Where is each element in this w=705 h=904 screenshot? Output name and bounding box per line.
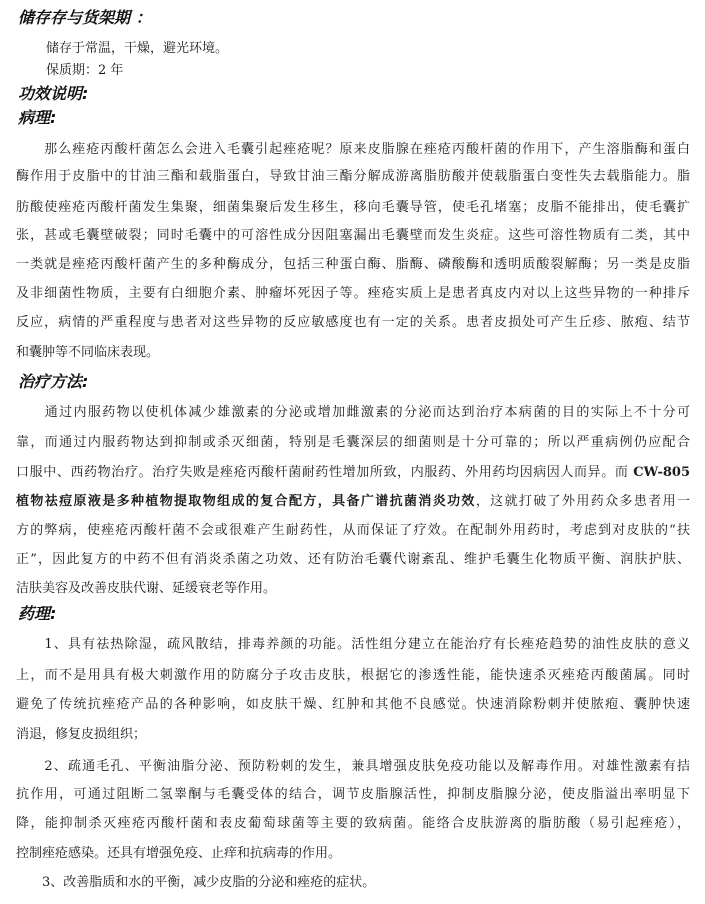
pathology-line: 张，甚或毛囊壁破裂；同时毛囊中的可溶性成分因阻塞漏出毛囊壁而发生炎症。这些可溶性物质有二类，其中 (16, 228, 690, 243)
pharmacology-line: 3、改善脂质和水的平衡，减少皮脂的分泌和痤疮的症状。 (16, 875, 376, 890)
pharmacology-line: 1、具有祛热除湿，疏风散结，排毒养颜的功能。活性组分建立在能治疗有长痤疮趋势的油性皮肤的意义 (16, 637, 690, 652)
treatment-line: 靠，而通过内服药物达到抑制或杀灭细菌，特别是毛囊深层的细菌则是十分可靠的；所以严重病例仍应配合 (16, 435, 690, 450)
shelf-life: 保质期：2 年 (46, 63, 124, 78)
pharmacology-line: 抗作用，可通过阻断二氢睾酮与毛囊受体的结合，调节皮脂腺活性，抑制皮脂腺分泌，使皮脂溢出率明显下 (16, 787, 690, 802)
efficacy-heading: 功效说明: (18, 84, 89, 103)
pathology-line: 酶作用于皮脂中的甘油三酯和载脂蛋白，导致甘油三酯分解成游离脂肪酸并使载脂蛋白变性失去载脂能力。脂 (16, 169, 690, 184)
pharmacology-line: 上，而不是用具有极大刺激作用的防腐分子攻击皮肤，根据它的渗透性能，能快速杀灭痤疮丙酸菌属。同时 (16, 668, 690, 683)
treatment-line: 通过内服药物以使机体减少雄激素的分泌或增加雌激素的分泌而达到治疗本病菌的目的实际上不十分可 (16, 405, 690, 420)
treatment-line: 洁肤美容及改善皮肤代谢、延缓衰老等作用。 (16, 581, 277, 596)
storage-condition: 储存于常温，干燥，避光环境。 (46, 41, 229, 56)
treatment-line (16, 464, 690, 482)
pathology-line: 和囊肿等不同临床表现。 (16, 345, 160, 360)
pathology-line: 反应，病情的严重程度与患者对这些异物的反应敏感度也有一定的关系。患者皮损处可产生丘疹、脓疱、结节 (16, 315, 690, 330)
pharmacology-line: 降，能抑制杀灭痤疮丙酸杆菌和表皮葡萄球菌等主要的致病菌。能络合皮肤游离的脂肪酸（易引起痤疮）， (16, 816, 690, 831)
product-code: CW-805 (633, 465, 690, 480)
pathology-line: 肪酸使痤疮丙酸杆菌发生集聚，细菌集聚后发生移生，移向毛囊导管，使毛孔堵塞；皮脂不能排出，使毛囊扩 (16, 200, 690, 215)
treatment-heading: 治疗方法: (18, 372, 89, 391)
treatment-line: 方的弊病，使痤疮丙酸杆菌不会或很难产生耐药性，从而保证了疗效。在配制外用药时，考虑到对皮肤的“扶 (16, 523, 690, 538)
pathology-line: 一类就是痤疮丙酸杆菌产生的多种酶成分，包括三种蛋白酶、脂酶、磷酸酶和透明质酸裂解酶；另一类是皮脂 (16, 257, 690, 272)
treatment-text: ，这就打破了外用药众多患者用一 (475, 494, 690, 509)
storage-heading: 储存存与货架期 ： (18, 8, 152, 27)
pathology-line: 及非细菌性物质，主要有白细胞介素、肿瘤坏死因子等。痤疮实质上是患者真皮内对以上这些异物的一种排斥 (16, 286, 690, 301)
pharmacology-line: 控制痤疮感染。还具有增强免疫、止痒和抗病毒的作用。 (16, 846, 342, 861)
treatment-line (16, 493, 690, 511)
product-highlight: 植物祛痘原液是多种植物提取物组成的复合配方，具备广谱抗菌消炎功效 (16, 494, 476, 509)
pharmacology-line: 消退，修复皮损组织； (16, 727, 147, 742)
pathology-heading: 病理: (18, 108, 57, 127)
pathology-line: 那么痤疮丙酸杆菌怎么会进入毛囊引起痤疮呢？原来皮脂腺在痤疮丙酸杆菌的作用下，产生溶脂酶和蛋白 (16, 142, 690, 157)
pharmacology-heading: 药理: (18, 604, 57, 623)
pharmacology-line: 2、疏通毛孔、平衡油脂分泌、预防粉刺的发生，兼具增强皮肤免疫功能以及解毒作用。对雄性激素有拮 (16, 759, 690, 774)
treatment-line: 正”，因此复方的中药不但有消炎杀菌之功效、还有防治毛囊代谢紊乱、维护毛囊生化物质平衡、润肤护肤、 (16, 552, 690, 567)
treatment-text: 口服中、西药物治疗。治疗失败是痤疮丙酸杆菌耐药性增加所致，内服药、外用药均因病因人而异。而 (16, 465, 634, 480)
pharmacology-line: 避免了传统抗痤疮产品的各种影响，如皮肤干燥、红肿和其他不良感觉。快速消除粉刺并使脓疱、囊肿快速 (16, 697, 690, 712)
